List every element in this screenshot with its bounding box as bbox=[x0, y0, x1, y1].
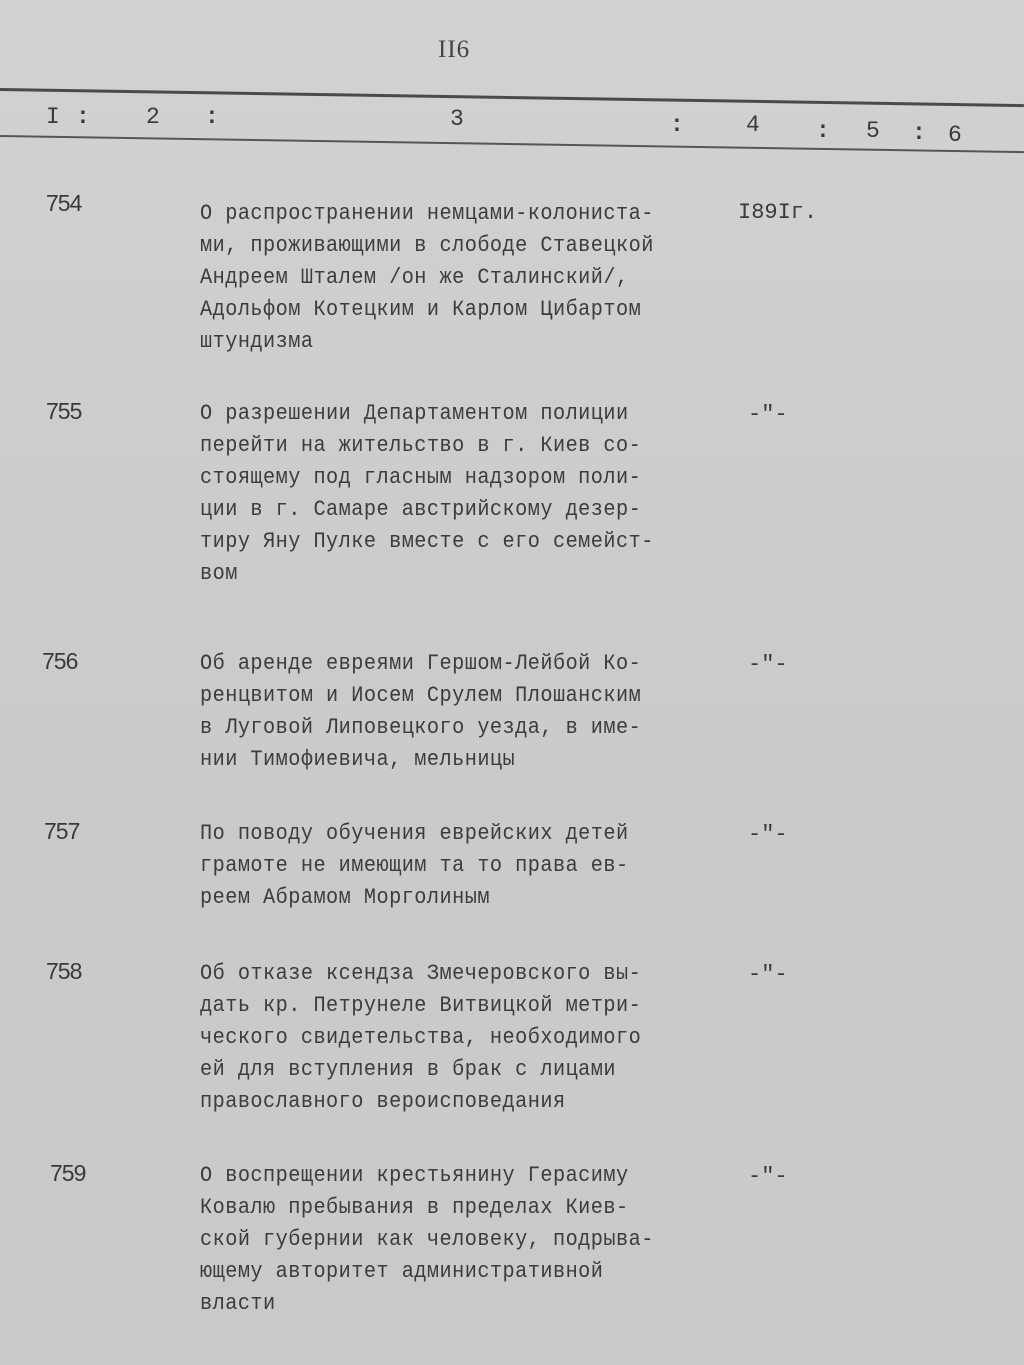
entry-line: дать кр. Петрунеле Витвицкой метри- bbox=[200, 993, 642, 1018]
column-header-1: I bbox=[46, 104, 60, 130]
column-header-5: 5 bbox=[866, 118, 880, 144]
entry-line: ции в г. Самаре австрийскому дезер- bbox=[200, 497, 642, 522]
entry-line: православного вероисповедания bbox=[200, 1089, 566, 1114]
entry-line: штундизма bbox=[200, 329, 314, 354]
entry-line: О распространении немцами-колониста- bbox=[200, 201, 654, 226]
entry-line: Андреем Шталем /он же Сталинский/, bbox=[200, 265, 629, 290]
column-separator: : bbox=[76, 104, 90, 130]
entry-number: 758 bbox=[46, 958, 82, 984]
entry-line: стоящему под гласным надзором поли- bbox=[200, 465, 642, 490]
entry-line: реем Абрамом Морголиным bbox=[200, 885, 490, 910]
entry-date-ditto: -"- bbox=[748, 1164, 788, 1189]
column-header-3: 3 bbox=[450, 106, 464, 132]
entry-line: ющему авторитет административной bbox=[200, 1259, 604, 1284]
entry-date-ditto: -"- bbox=[748, 652, 788, 677]
column-separator: : bbox=[816, 118, 830, 144]
entry-description bbox=[200, 818, 697, 914]
entry-line: тиру Яну Пулке вместе с его семейст- bbox=[200, 529, 654, 554]
entry-line: Об отказе ксендза Змечеровского вы- bbox=[200, 961, 642, 986]
column-separator: : bbox=[912, 120, 926, 146]
entry-description bbox=[200, 1160, 697, 1320]
entry-line: власти bbox=[200, 1291, 276, 1316]
entry-line: в Луговой Липовецкого уезда, в име- bbox=[200, 715, 642, 740]
column-header-4: 4 bbox=[746, 112, 760, 138]
entry-line: ренцвитом и Иосем Срулем Плошанским bbox=[200, 683, 642, 708]
entry-line: ческого свидетельства, необходимого bbox=[200, 1025, 642, 1050]
entry-line: Ковалю пребывания в пределах Киев- bbox=[200, 1195, 629, 1220]
entry-description bbox=[200, 198, 697, 358]
entry-line: ской губернии как человеку, подрыва- bbox=[200, 1227, 654, 1252]
column-separator: : bbox=[205, 104, 219, 130]
entry-line: грамоте не имеющим та то права ев- bbox=[200, 853, 629, 878]
entry-line: О разрешении Департаментом полиции bbox=[200, 401, 629, 426]
entry-date-ditto: -"- bbox=[748, 822, 788, 847]
entry-line: Об аренде евреями Гершом-Лейбой Ко- bbox=[200, 651, 642, 676]
entry-line: По поводу обучения еврейских детей bbox=[200, 821, 629, 846]
entry-description bbox=[200, 648, 697, 776]
entry-number: 757 bbox=[44, 818, 80, 844]
entry-line: ей для вступления в брак с лицами bbox=[200, 1057, 616, 1082]
entry-description bbox=[200, 398, 697, 590]
entry-line: О воспрещении крестьянину Герасиму bbox=[200, 1163, 629, 1188]
entry-number: 755 bbox=[46, 398, 82, 424]
column-separator: : bbox=[670, 112, 684, 138]
entry-line: ми, проживающими в слободе Ставецкой bbox=[200, 233, 654, 258]
page-number: II6 bbox=[438, 36, 471, 63]
entry-number: 759 bbox=[50, 1160, 86, 1186]
entry-date-ditto: -"- bbox=[748, 962, 788, 987]
entry-date-ditto: -"- bbox=[748, 402, 788, 427]
entry-date: I89Iг. bbox=[738, 200, 818, 225]
entry-number: 756 bbox=[42, 648, 78, 674]
entry-line: вом bbox=[200, 561, 238, 586]
entry-line: Адольфом Котецким и Карлом Цибартом bbox=[200, 297, 642, 322]
column-header-2: 2 bbox=[146, 104, 160, 130]
entry-line: нии Тимофиевича, мельницы bbox=[200, 747, 516, 772]
entry-number: 754 bbox=[46, 190, 82, 216]
entry-line: перейти на жительство в г. Киев со- bbox=[200, 433, 642, 458]
column-header-6: 6 bbox=[948, 122, 962, 148]
entry-description bbox=[200, 958, 697, 1118]
